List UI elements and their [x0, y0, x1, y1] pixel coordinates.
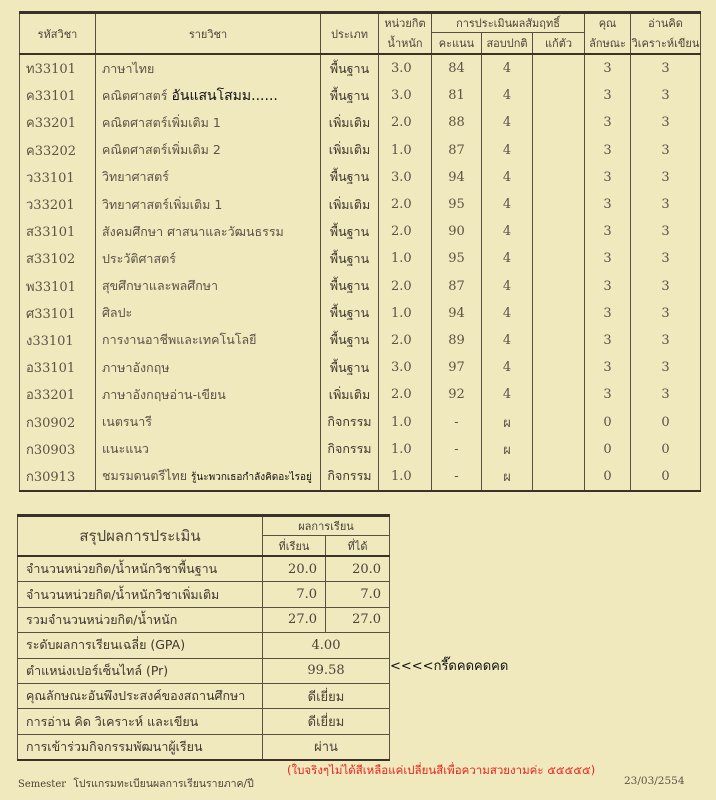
subject-credit: 3.0 [379, 54, 432, 82]
subject-credit: 1.0 [379, 137, 432, 164]
grade-row [20, 218, 701, 245]
subject-reading: 3 [631, 191, 701, 218]
subject-grade-normal: 4 [482, 381, 533, 408]
header-score: คะแนน [432, 33, 482, 55]
subject-grade-normal: 4 [482, 327, 533, 354]
subject-score: 87 [432, 273, 482, 300]
subject-credit: 2.0 [379, 273, 432, 300]
subject-reading: 3 [631, 273, 701, 300]
subject-type: พื้นฐาน [321, 54, 379, 82]
summary-value: ดีเยี่ยม [263, 683, 390, 708]
subject-grade-retake [533, 164, 585, 191]
subject-code: ศ33101 [26, 306, 76, 322]
subject-name [96, 109, 321, 136]
header-type: ประเภท [321, 13, 379, 55]
subject-name [96, 327, 321, 354]
grade-row [20, 436, 701, 463]
subject-name-text: ประวัติศาสตร์ [102, 250, 176, 266]
summary-label: การอ่าน คิด วิเคราะห์ และเขียน [18, 709, 263, 734]
subject-score: - [432, 436, 482, 463]
subject-code: ว33101 [26, 170, 75, 186]
subject-name [96, 273, 321, 300]
subject-name [96, 82, 321, 109]
subject-code: ก30903 [26, 442, 76, 458]
subject-type: พื้นฐาน [321, 354, 379, 381]
subject-score: 95 [432, 191, 482, 218]
header-credit-line1: หน่วยกิต [379, 13, 432, 33]
summary-group-header: ผลการเรียน [263, 516, 390, 536]
summary-value: ผ่าน [263, 734, 390, 760]
subject-grade-normal: ผ [482, 463, 533, 491]
subject-name [96, 191, 321, 218]
footer-date: 23/03/2554 [624, 775, 685, 787]
summary-col-earned: ที่ได้ [326, 536, 390, 557]
subject-score: 94 [432, 164, 482, 191]
subject-grade-retake [533, 137, 585, 164]
subject-grade-normal: ผ [482, 436, 533, 463]
summary-result-row [18, 734, 390, 760]
subject-name-text: การงานอาชีพและเทคโนโลยี [102, 332, 257, 348]
header-assessment: การประเมินผลสัมฤทธิ์ [432, 13, 585, 33]
subject-character: 3 [585, 82, 631, 109]
subject-credit: 3.0 [379, 164, 432, 191]
color-disclaimer-note: (ใบจริงๆไม่ได้สีเหลือแค่เปลี่ยนสีเพื่อความสวยงามค่ะ ๕๕๕๕๕) [287, 763, 596, 777]
subject-name-text: เนตรนารี [102, 414, 152, 430]
subject-reading: 3 [631, 54, 701, 82]
subject-code: พ33101 [26, 279, 76, 295]
subject-grade-normal: 4 [482, 300, 533, 327]
subject-grade-retake [533, 436, 585, 463]
summary-result-row [18, 658, 390, 683]
subject-name [96, 300, 321, 327]
subject-code: ว33201 [26, 198, 75, 214]
subject-grade-retake [533, 381, 585, 408]
subject-grade-retake [533, 327, 585, 354]
subject-type: กิจกรรม [321, 436, 379, 463]
subject-grade-retake [533, 82, 585, 109]
subject-credit: 2.0 [379, 109, 432, 136]
subject-grade-retake [533, 245, 585, 272]
subject-reading: 3 [631, 137, 701, 164]
subject-grade-normal: ผ [482, 408, 533, 435]
subject-code: ค33201 [26, 116, 77, 132]
subject-name-text: ภาษาไทย [102, 60, 155, 76]
subject-score: 89 [432, 327, 482, 354]
subject-score: 88 [432, 109, 482, 136]
subject-type: เพิ่มเติม [321, 191, 379, 218]
footer-semester: Semester [18, 779, 67, 790]
subject-type: เพิ่มเติม [321, 381, 379, 408]
subject-credit: 3.0 [379, 354, 432, 381]
summary-table [17, 514, 390, 761]
subject-credit: 1.0 [379, 300, 432, 327]
subject-type: พื้นฐาน [321, 218, 379, 245]
grade-row [20, 463, 701, 491]
grades-body [20, 54, 701, 491]
subject-code: อ33201 [26, 388, 76, 404]
subject-name [96, 408, 321, 435]
header-code: รหัสวิชา [20, 13, 96, 55]
subject-reading: 0 [631, 463, 701, 491]
subject-character: 3 [585, 273, 631, 300]
subject-name [96, 436, 321, 463]
subject-name [96, 245, 321, 272]
header-reading-line2: วิเคราะห์เขียน [631, 33, 701, 55]
subject-name-text: ศิลปะ [102, 305, 133, 321]
subject-code: อ33101 [26, 361, 76, 377]
summary-enrolled: 20.0 [263, 556, 326, 582]
subject-grade-retake [533, 300, 585, 327]
subject-credit: 2.0 [379, 381, 432, 408]
subject-name-text: ชมรมดนตรีไทย [102, 468, 188, 484]
pr-annotation: <<<<กรี๊ดคดคดคด [390, 659, 509, 674]
subject-name [96, 354, 321, 381]
subject-name-text: สังคมศึกษา ศาสนาและวัฒนธรรม [102, 223, 284, 239]
subject-grade-normal: 4 [482, 273, 533, 300]
summary-label: จำนวนหน่วยกิต/น้ำหนักวิชาพื้นฐาน [18, 556, 263, 582]
subject-score: 97 [432, 354, 482, 381]
grade-row [20, 354, 701, 381]
subject-grade-retake [533, 218, 585, 245]
subject-name [96, 381, 321, 408]
subject-code: ค33101 [26, 89, 77, 105]
summary-label: รวมจำนวนหน่วยกิต/น้ำหนัก [18, 607, 263, 632]
subject-type: กิจกรรม [321, 463, 379, 491]
handwritten-note: อันแสนโสมม...... [171, 87, 278, 104]
header-character-line2: ลักษณะ [585, 33, 631, 55]
subject-name-text: คณิตศาสตร์เพิ่มเติม 2 [102, 142, 221, 158]
subject-name-text: สุขศึกษาและพลศึกษา [102, 278, 219, 294]
summary-value: 99.58 [263, 658, 390, 683]
subject-grade-normal: 4 [482, 191, 533, 218]
subject-type: พื้นฐาน [321, 327, 379, 354]
subject-reading: 0 [631, 408, 701, 435]
grade-row [20, 164, 701, 191]
subject-character: 0 [585, 436, 631, 463]
subject-credit: 1.0 [379, 436, 432, 463]
grade-row [20, 191, 701, 218]
subject-code: ก30902 [26, 415, 76, 431]
subject-credit: 1.0 [379, 245, 432, 272]
summary-label: การเข้าร่วมกิจกรรมพัฒนาผู้เรียน [18, 734, 263, 760]
subject-credit: 1.0 [379, 408, 432, 435]
subject-score: - [432, 463, 482, 491]
subject-grade-normal: 4 [482, 245, 533, 272]
summary-title: สรุปผลการประเมิน [18, 516, 263, 557]
subject-reading: 0 [631, 436, 701, 463]
footer-program-name: โปรแกรมทะเบียนผลการเรียนรายภาค/ปี [73, 778, 254, 790]
grade-row [20, 54, 701, 82]
subject-score: 87 [432, 137, 482, 164]
grade-row [20, 408, 701, 435]
subject-grade-normal: 4 [482, 54, 533, 82]
grade-row [20, 137, 701, 164]
summary-credit-row [18, 556, 390, 582]
subject-grade-normal: 4 [482, 354, 533, 381]
subject-grade-retake [533, 273, 585, 300]
subject-reading: 3 [631, 354, 701, 381]
subject-grade-retake [533, 191, 585, 218]
subject-score: 94 [432, 300, 482, 327]
subject-grade-normal: 4 [482, 164, 533, 191]
subject-name-text: ภาษาอังกฤษ [102, 359, 170, 375]
subject-grade-retake [533, 54, 585, 82]
summary-col-enrolled: ที่เรียน [263, 536, 326, 557]
subject-character: 3 [585, 218, 631, 245]
subject-character: 3 [585, 109, 631, 136]
subject-reading: 3 [631, 300, 701, 327]
subject-code: ง33101 [26, 333, 74, 349]
subject-reading: 3 [631, 218, 701, 245]
subject-code: ท33101 [26, 62, 76, 78]
grade-row [20, 82, 701, 109]
grade-row [20, 245, 701, 272]
subject-reading: 3 [631, 82, 701, 109]
subject-credit: 2.0 [379, 191, 432, 218]
subject-score: 90 [432, 218, 482, 245]
subject-reading: 3 [631, 327, 701, 354]
header-name: รายวิชา [96, 13, 321, 55]
summary-credit-row [18, 582, 390, 607]
summary-earned: 27.0 [326, 607, 390, 632]
summary-enrolled: 27.0 [263, 607, 326, 632]
subject-character: 3 [585, 245, 631, 272]
subject-score: 92 [432, 381, 482, 408]
subject-code: ส33102 [26, 252, 76, 268]
subject-code: ส33101 [26, 225, 76, 241]
subject-name-text: วิทยาศาสตร์ [102, 169, 170, 185]
subject-character: 3 [585, 137, 631, 164]
subject-reading: 3 [631, 245, 701, 272]
grade-row [20, 273, 701, 300]
subject-character: 3 [585, 381, 631, 408]
subject-name [96, 218, 321, 245]
subject-character: 3 [585, 164, 631, 191]
footer-program [18, 775, 254, 792]
subject-type: พื้นฐาน [321, 164, 379, 191]
grade-row [20, 327, 701, 354]
summary-value: ดีเยี่ยม [263, 709, 390, 734]
subject-character: 0 [585, 463, 631, 491]
summary-value: 4.00 [263, 633, 390, 658]
summary-body [18, 556, 390, 760]
subject-type: พื้นฐาน [321, 273, 379, 300]
subject-grade-retake [533, 463, 585, 491]
summary-label: ตำแหน่งเปอร์เซ็นไทล์ (Pr) [18, 658, 263, 683]
subject-code: ก30913 [26, 469, 76, 485]
summary-result-row [18, 709, 390, 734]
summary-result-row [18, 633, 390, 658]
subject-type: กิจกรรม [321, 408, 379, 435]
subject-grade-retake [533, 109, 585, 136]
subject-grade-normal: 4 [482, 109, 533, 136]
subject-name-text: วิทยาศาสตร์เพิ่มเติม 1 [102, 196, 223, 212]
header-credit-line2: น้ำหนัก [379, 33, 432, 55]
grade-row [20, 109, 701, 136]
subject-credit: 2.0 [379, 327, 432, 354]
header-normal: สอบปกติ [482, 33, 533, 55]
subject-type: เพิ่มเติม [321, 137, 379, 164]
subject-score: 84 [432, 54, 482, 82]
summary-enrolled: 7.0 [263, 582, 326, 607]
subject-grade-retake [533, 408, 585, 435]
subject-name [96, 54, 321, 82]
summary-label: จำนวนหน่วยกิต/น้ำหนักวิชาเพิ่มเติม [18, 582, 263, 607]
subject-type: พื้นฐาน [321, 300, 379, 327]
summary-label: ระดับผลการเรียนเฉลี่ย (GPA) [18, 633, 263, 658]
subject-character: 3 [585, 191, 631, 218]
subject-score: 95 [432, 245, 482, 272]
subject-name-text: คณิตศาสตร์ [102, 87, 168, 103]
subject-character: 0 [585, 408, 631, 435]
subject-type: เพิ่มเติม [321, 109, 379, 136]
summary-result-row [18, 683, 390, 708]
header-retake: แก้ตัว [533, 33, 585, 55]
subject-grade-normal: 4 [482, 137, 533, 164]
subject-name [96, 164, 321, 191]
summary-credit-row [18, 607, 390, 632]
subject-type: พื้นฐาน [321, 245, 379, 272]
grades-table [19, 11, 701, 492]
summary-label: คุณลักษณะอันพึงประสงค์ของสถานศึกษา [18, 683, 263, 708]
subject-character: 3 [585, 54, 631, 82]
subject-code: ค33202 [26, 143, 77, 159]
handwritten-note: รู้นะพวกเธอกำลังคิดอะไรอยู่ [191, 472, 312, 484]
subject-character: 3 [585, 300, 631, 327]
subject-grade-normal: 4 [482, 218, 533, 245]
subject-score: - [432, 408, 482, 435]
subject-reading: 3 [631, 109, 701, 136]
subject-grade-retake [533, 354, 585, 381]
grade-row [20, 300, 701, 327]
subject-name [96, 137, 321, 164]
grade-row [20, 381, 701, 408]
subject-credit: 1.0 [379, 463, 432, 491]
header-reading-line1: อ่านคิด [631, 13, 701, 33]
header-character-line1: คุณ [585, 13, 631, 33]
subject-credit: 2.0 [379, 218, 432, 245]
summary-earned: 7.0 [326, 582, 390, 607]
subject-name [96, 463, 321, 491]
subject-score: 81 [432, 82, 482, 109]
subject-name-text: ภาษาอังกฤษอ่าน-เขียน [102, 386, 226, 402]
subject-grade-normal: 4 [482, 82, 533, 109]
subject-credit: 3.0 [379, 82, 432, 109]
subject-name-text: แนะแนว [102, 441, 149, 457]
subject-type: พื้นฐาน [321, 82, 379, 109]
subject-name-text: คณิตศาสตร์เพิ่มเติม 1 [102, 114, 221, 130]
subject-reading: 3 [631, 381, 701, 408]
subject-character: 3 [585, 327, 631, 354]
subject-reading: 3 [631, 164, 701, 191]
summary-earned: 20.0 [326, 556, 390, 582]
subject-character: 3 [585, 354, 631, 381]
